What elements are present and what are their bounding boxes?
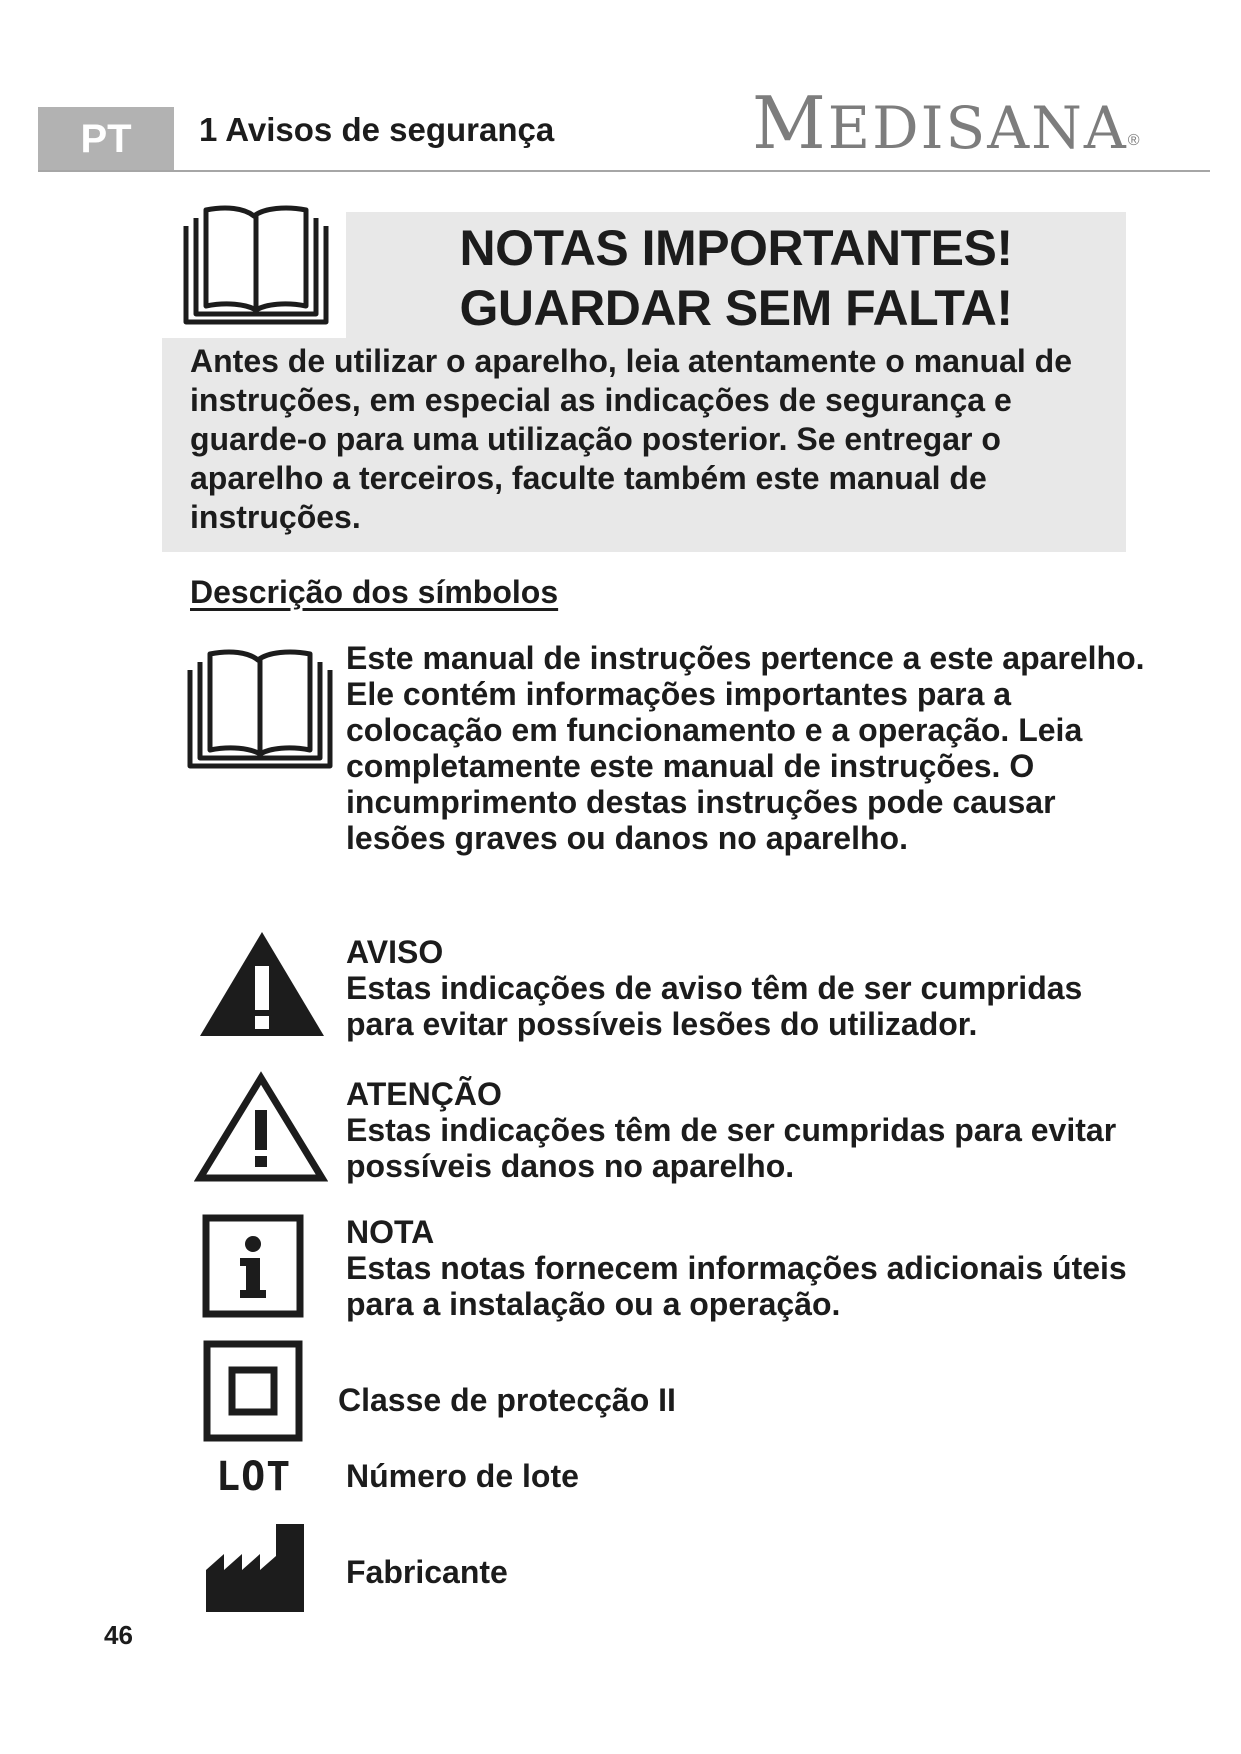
symbol-warning-text: Estas indicações de aviso têm de ser cumpridas para evitar possíveis lesões do utilizador. <box>346 970 1083 1042</box>
notice-heading-line-1: NOTAS IMPORTANTES! <box>459 220 1013 276</box>
symbol-note-text: Estas notas fornecem informações adicionais úteis para a instalação ou a operação. <box>346 1250 1127 1322</box>
symbols-heading: Descrição dos símbolos <box>190 574 559 610</box>
open-book-icon <box>182 204 330 326</box>
notice-heading-line-2: GUARDAR SEM FALTA! <box>459 280 1013 336</box>
manual-book-icon <box>186 648 334 770</box>
symbol-caution-title: ATENÇÃO <box>346 1076 502 1112</box>
language-tab: PT <box>38 107 174 171</box>
symbol-note <box>346 1214 1146 1322</box>
symbol-warning <box>346 934 1146 1042</box>
protection-class-ii-icon <box>203 1340 303 1442</box>
symbol-warning-title: AVISO <box>346 934 444 970</box>
symbol-caution <box>346 1076 1146 1184</box>
notice-heading <box>346 218 1126 338</box>
notice-text: Antes de utilizar o aparelho, leia atentamente o manual de instruções, em especial as indicações de segurança e guarde-o para uma utilização posterior. Se entregar o aparelho a terceiros, facult​e também este manual de instruções. <box>190 343 1072 535</box>
symbol-protection-class-text: Classe de protecção II <box>338 1382 676 1418</box>
info-box-icon <box>202 1214 304 1318</box>
header-divider <box>38 170 1210 172</box>
symbol-note-title: NOTA <box>346 1214 435 1250</box>
lot-icon: LOT <box>216 1454 292 1500</box>
manufacturer-icon <box>204 1520 306 1614</box>
symbol-caution-text: Estas indicações têm de ser cumpridas para evitar possíveis danos no aparelho. <box>346 1112 1117 1184</box>
page-number: 46 <box>104 1620 133 1650</box>
registered-mark: ® <box>1127 132 1142 149</box>
warning-filled-triangle-icon <box>196 928 328 1040</box>
brand-logo: MEDISANA® <box>752 81 1142 165</box>
symbol-manufacturer-text: Fabricante <box>346 1554 508 1590</box>
caution-outline-triangle-icon <box>194 1070 328 1184</box>
symbol-lot-text: Número de lote <box>346 1458 579 1494</box>
symbol-manual-text: Este manual de instruções pertence a este aparelho. Ele contém informações importantes para a colocação em funcionamento e a operação. Leia completamente este manual de instruções. O incumprimento destas instruções pode causar lesões graves ou danos no aparelho. <box>346 640 1145 856</box>
section-title: 1 Avisos de segurança <box>199 111 555 148</box>
